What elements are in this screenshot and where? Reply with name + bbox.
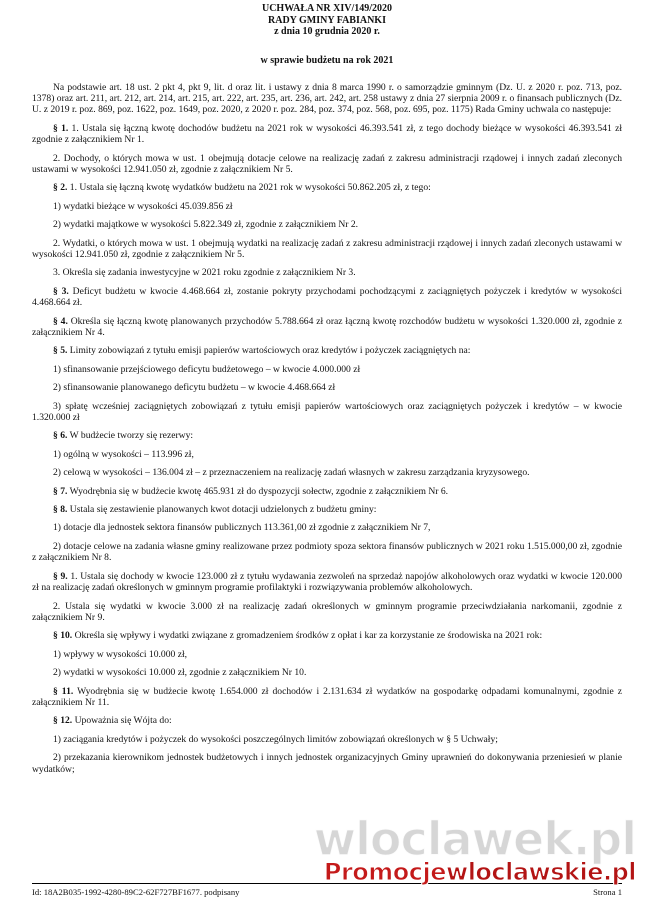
paragraph-text: 3. Określa się zadania inwestycyjne w 2021 roku zgodnie z załącznikiem Nr 3. bbox=[53, 267, 356, 279]
watermark-logo-large: wloclawek.pl bbox=[313, 812, 636, 866]
paragraph bbox=[32, 649, 622, 660]
paragraph-text: Deficyt budżetu w kwocie 4.468.664 zł, zostanie pokryty przychodami pochodzącymi z zaciągniętych pożyczek i kredytów w wysokości 4.468.664 zł. bbox=[32, 285, 623, 309]
paragraph bbox=[32, 401, 622, 424]
paragraph bbox=[32, 571, 622, 594]
paragraph bbox=[32, 630, 622, 641]
paragraph-text: 1) wpływy w wysokości 10.000 zł, bbox=[53, 648, 188, 660]
resolution-number: UCHWAŁA NR XIV/149/2020 bbox=[261, 3, 392, 14]
paragraph bbox=[32, 541, 622, 564]
paragraph-text: Określa się łączną kwotę planowanych przychodów 5.788.664 zł oraz łączną kwotę rozchodów budżetu w wysokości 1.320.000 zł, zgodnie z załącznikiem Nr 4. bbox=[32, 315, 622, 338]
paragraph bbox=[32, 752, 622, 775]
paragraph bbox=[32, 430, 622, 441]
paragraph bbox=[32, 734, 622, 745]
paragraph-text: 1) ogólną w wysokości – 113.996 zł, bbox=[53, 448, 194, 460]
paragraph-text: Wyodrębnia się w budżecie kwotę 465.931 zł do dyspozycji sołectw, zgodnie z załącznikiem Nr 6. bbox=[69, 485, 449, 497]
section-number: § 7. bbox=[53, 485, 68, 497]
section-number: § 5. bbox=[53, 345, 68, 357]
section-number: § 11. bbox=[53, 685, 74, 697]
paragraph bbox=[32, 601, 622, 624]
paragraph-text: Upoważnia się Wójta do: bbox=[74, 715, 172, 727]
paragraph-text: 2) wydatki majątkowe w wysokości 5.822.349 zł, zgodnie z załącznikiem Nr 2. bbox=[53, 219, 359, 231]
section-number: § 8. bbox=[53, 504, 68, 516]
paragraph-text: 2. Ustala się wydatki w kwocie 3.000 zł na realizację zadań określonych w gminnym programie przeciwdziałania narkomanii, zgodnie z załącznikiem Nr 9. bbox=[32, 600, 622, 623]
page-number: Strona 1 bbox=[593, 887, 622, 897]
paragraph-text: 2) sfinansowanie planowanego deficytu budżetu – w kwocie 4.468.664 zł bbox=[53, 382, 336, 394]
paragraph-text: 3) spłatę wcześniej zaciągniętych zobowiązań z tytułu emisji papierów wartościowych oraz zaciągniętych pożyczek i kredytów – w kwocie 1.320.000 zł bbox=[32, 400, 622, 424]
paragraph bbox=[32, 686, 622, 709]
paragraph-text: 1) dotacje dla jednostek sektora finansów publicznych 113.361,00 zł zgodnie z załącznikiem Nr 7, bbox=[53, 522, 431, 534]
paragraph bbox=[32, 522, 622, 533]
paragraph bbox=[32, 364, 622, 375]
paragraph bbox=[32, 449, 622, 460]
paragraph bbox=[32, 486, 622, 497]
resolution-subject: w sprawie budżetu na rok 2021 bbox=[260, 54, 394, 66]
paragraph-text: 1) zaciągania kredytów i pożyczek do wysokości poszczególnych limitów zobowiązań określonych w § 5 Uchwały; bbox=[53, 733, 498, 745]
paragraph-text: 1. Ustala się dochody w kwocie 123.000 zł z tytułu wydawania zezwoleń na sprzedaż napojów alkoholowych oraz wydatki w kwocie 120.000 zł na realizację zadań określonych w gminnym programie profilaktyki i rozwiązywania problemów alkoholowych. bbox=[32, 570, 623, 594]
paragraph bbox=[32, 267, 622, 278]
paragraph bbox=[32, 316, 622, 339]
paragraph bbox=[32, 219, 622, 230]
resolution-date: z dnia 10 grudnia 2020 r. bbox=[274, 26, 380, 37]
paragraph bbox=[32, 82, 622, 116]
paragraph-text: Określa się wpływy i wydatki związane z gromadzeniem środków z opłat i kar za korzystanie ze środowiska na 2021 rok: bbox=[74, 630, 543, 642]
paragraph-text: Ustala się zestawienie planowanych kwot dotacji udzielonych z budżetu gminy: bbox=[69, 504, 377, 516]
watermark-logo-small bbox=[324, 858, 636, 886]
paragraph-text: 2. Wydatki, o których mowa w ust. 1 obejmują wydatki na realizację zadań z zakresu administracji rządowej i innych zadań zleconych ustawami w wysokości 12.941.050 zł, zgodnie z załącznikiem Nr 5. bbox=[32, 237, 622, 260]
paragraph-text: 2) przekazania kierownikom jednostek budżetowych i innych jednostek organizacyjnych Gminy uprawnień do dokonywania przeniesień w planie wydatków; bbox=[32, 752, 622, 775]
section-number: § 2. bbox=[53, 182, 68, 194]
section-number: § 6. bbox=[53, 430, 68, 442]
section-number: § 9. bbox=[53, 570, 68, 582]
paragraph bbox=[32, 667, 622, 678]
paragraph-text: 2) dotacje celowe na zadania własne gminy realizowane przez podmioty spoza sektora finansów publicznych w 2021 roku 1.515.000,00 zł, zgodnie z załącznikiem Nr 8. bbox=[32, 540, 622, 564]
paragraph bbox=[32, 238, 622, 261]
paragraph bbox=[32, 153, 622, 176]
paragraph-text: 2. Dochody, o których mowa w ust. 1 obejmują dotacje celowe na realizację zadań z zakresu administracji rządowej i innych zadań zleconych ustawami w wysokości 12.941.050 zł, zgodnie z załącznikiem Nr 5. bbox=[32, 152, 622, 175]
paragraph-text: W budżecie tworzy się rezerwy: bbox=[69, 430, 194, 442]
document-header bbox=[32, 3, 622, 38]
paragraph bbox=[32, 382, 622, 393]
document-body bbox=[32, 82, 622, 775]
paragraph bbox=[32, 504, 622, 515]
paragraph bbox=[32, 467, 622, 478]
section-number: § 10. bbox=[53, 630, 73, 642]
paragraph-text: 1) wydatki bieżące w wysokości 45.039.856 zł bbox=[53, 200, 233, 212]
document-page bbox=[32, 0, 622, 782]
paragraph bbox=[32, 715, 622, 726]
paragraph-text: 1. Ustala się łączną kwotę dochodów budżetu na 2021 rok w wysokości 46.393.541 zł, z tego dochody bieżące w wysokości 46.393.541 zł zgodnie z załącznikiem Nr 1. bbox=[32, 122, 622, 146]
paragraph bbox=[32, 345, 622, 356]
paragraph-text: 2) wydatki w wysokości 10.000 zł, zgodnie z załącznikiem Nr 10. bbox=[53, 667, 307, 679]
page-footer bbox=[32, 883, 622, 897]
paragraph bbox=[32, 123, 622, 146]
paragraph-text: 1. Ustala się łączną kwotę wydatków budżetu na 2021 rok w wysokości 50.862.205 zł, z tego: bbox=[69, 182, 431, 194]
section-number: § 3. bbox=[53, 285, 69, 297]
paragraph bbox=[32, 201, 622, 212]
section-number: § 4. bbox=[53, 315, 68, 327]
document-id: Id: 18A2B035-1992-4280-89C2-62F727BF1677. podpisany bbox=[32, 887, 240, 897]
paragraph-text: Wyodrębnia się w budżecie kwotę 1.654.000 zł dochodów i 2.131.634 zł wydatków na gospodarkę odpadami komunalnymi, zgodnie z załącznikiem Nr 11. bbox=[32, 685, 622, 708]
watermark-suffix: wloclawskie.pl bbox=[446, 858, 636, 886]
paragraph bbox=[32, 182, 622, 193]
council-name: RADY GMINY FABIANKI bbox=[268, 14, 386, 26]
paragraph-text: Na podstawie art. 18 ust. 2 pkt 4, pkt 9, lit. d oraz lit. i ustawy z dnia 8 marca 1990 r. o samorządzie gminnym (Dz. U. z 2020 r. poz. 713, poz. 1378) oraz art. 211, art. 212, art. 214, art. 215, art. 222, art. 235, art. 236, art. 242, art. 258 ustawy z dnia 27 sierpnia 2009 r. o finansach publicznych (Dz. U. z 2019 r. poz. 869, poz. 1622, poz. 1649, poz. 2020, z 2020 r. poz. 284, poz. 374, poz. 568, poz. 695, poz. 1175) Rada Gminy uchwala co następuje: bbox=[32, 81, 622, 116]
paragraph bbox=[32, 286, 622, 309]
paragraph-text: 2) celową w wysokości – 136.004 zł – z przeznaczeniem na realizację zadań własnych w zakresu zarządzania kryzysowego. bbox=[53, 467, 530, 479]
paragraph-text: Limity zobowiązań z tytułu emisji papierów wartościowych oraz kredytów i pożyczek zaciągniętych na: bbox=[69, 345, 471, 357]
paragraph-text: 1) sfinansowanie przejściowego deficytu budżetowego – w kwocie 4.000.000 zł bbox=[53, 363, 361, 375]
section-number: § 1. bbox=[53, 122, 69, 134]
watermark-prefix: Promocje bbox=[323, 858, 447, 886]
section-number: § 12. bbox=[53, 715, 73, 727]
